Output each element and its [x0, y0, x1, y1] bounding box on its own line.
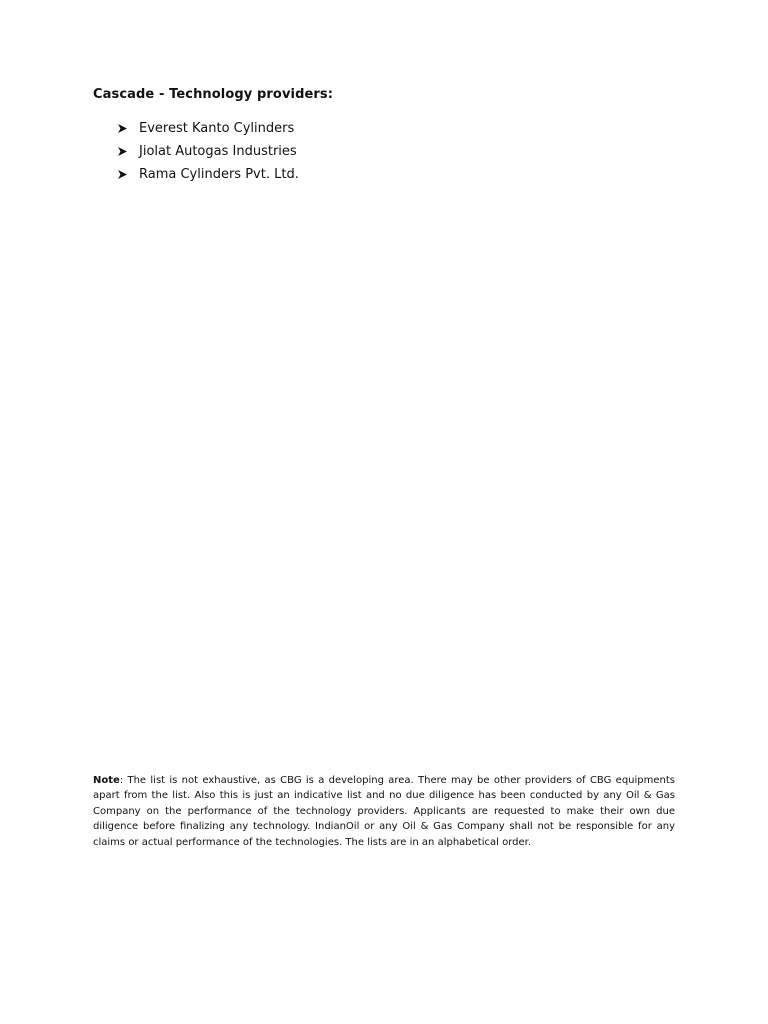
list-item — [117, 140, 299, 163]
provider-name: Rama Cylinders Pvt. Ltd. — [139, 167, 299, 182]
disclaimer-note — [93, 773, 675, 850]
provider-name: Everest Kanto Cylinders — [139, 121, 295, 136]
section-heading: Cascade - Technology providers: — [93, 87, 334, 102]
note-label: Note — [93, 775, 120, 786]
arrowhead-bullet-icon — [117, 146, 139, 157]
note-text: : The list is not exhaustive, as CBG is a developing area. There may be other providers of CBG equipments apart from the list. Also this is just an indicative list and no due diligence has been conducted by any Oil & Gas Company on the performance of the technology providers. Applicants are requested to make their own due diligence before finalizing any technology. IndianOil or any Oil & Gas Company shall not be responsible for any claims or actual performance of the technologies. The lists are in an alphabetical order. — [93, 775, 675, 848]
provider-list — [117, 117, 299, 186]
arrowhead-bullet-icon — [117, 169, 139, 180]
list-item — [117, 117, 299, 140]
provider-name: Jiolat Autogas Industries — [139, 144, 297, 159]
list-item — [117, 163, 299, 186]
arrowhead-bullet-icon — [117, 123, 139, 134]
